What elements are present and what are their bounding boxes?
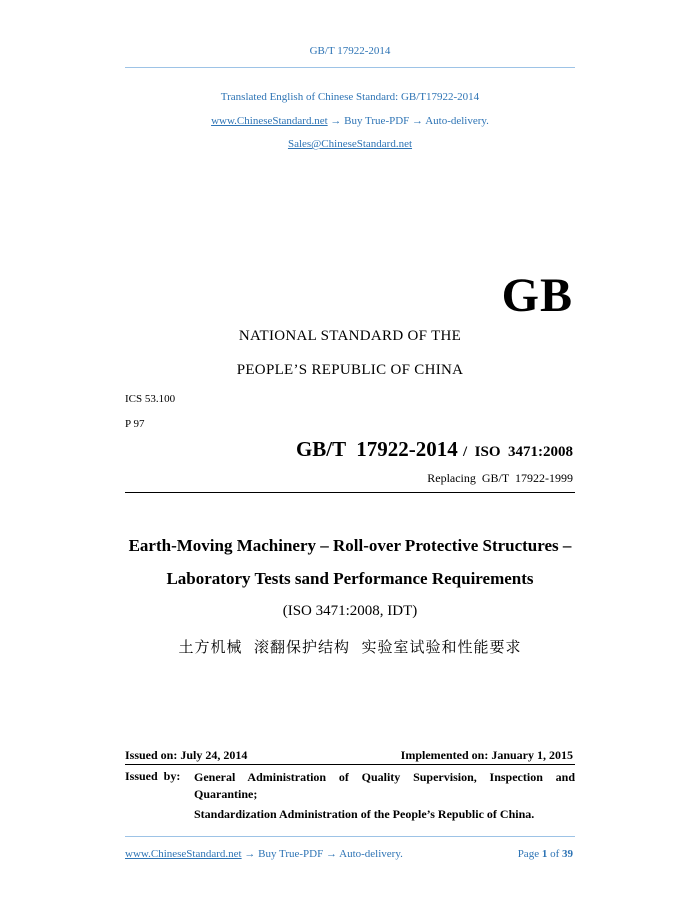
national-standard-line2: PEOPLE’S REPUBLIC OF CHINA	[236, 362, 464, 378]
ics-code: ICS 53.100	[125, 393, 176, 405]
buy-pdf-text: Buy True-PDF	[344, 115, 410, 127]
arrow-right-icon: →	[325, 848, 337, 860]
issued-by-label: Issued by:	[125, 769, 181, 783]
issuing-authority-1: General Administration of Quality Supervision, Inspection and Quarantine;	[194, 770, 575, 801]
standard-code	[296, 437, 573, 462]
page-of: of	[550, 848, 560, 860]
chinese-title: 土方机械 滚翻保护结构 实验室试验和性能要求	[178, 638, 522, 656]
iso-number: / ISO 3471:2008	[462, 444, 573, 460]
page-total: 39	[562, 848, 573, 860]
auto-delivery-text: Auto-delivery.	[425, 115, 489, 127]
footer-delivery-text: Auto-delivery.	[339, 848, 403, 860]
sales-email-link[interactable]: Sales@ChineseStandard.net	[287, 138, 413, 150]
arrow-right-icon: →	[412, 115, 424, 127]
arrow-right-icon: →	[330, 115, 342, 127]
page-indicator	[518, 848, 573, 860]
iso-equivalence: (ISO 3471:2008, IDT)	[282, 603, 418, 619]
footer-site-link[interactable]: www.ChineseStandard.net	[125, 848, 242, 860]
arrow-right-icon: →	[244, 848, 256, 860]
footer-buy-text: Buy True-PDF	[258, 848, 324, 860]
page-current: 1	[541, 848, 548, 860]
footer-purchase-line	[125, 848, 403, 860]
issued-date: Issued on: July 24, 2014	[125, 748, 248, 762]
title-rule	[125, 492, 575, 493]
purchase-line	[0, 115, 700, 127]
issuing-authority-2: Standardization Administration of the People’s Republic of China.	[194, 807, 535, 821]
implemented-date: Implemented on: January 1, 2015	[400, 748, 573, 762]
running-header: GB/T 17922-2014	[309, 45, 391, 57]
site-link[interactable]: www.ChineseStandard.net	[211, 115, 328, 127]
gb-logo: GB	[501, 269, 573, 322]
document-title-line1: Earth-Moving Machinery – Roll-over Protective Structures –	[128, 536, 572, 555]
p-code: P 97	[125, 418, 145, 430]
national-standard-line1: NATIONAL STANDARD OF THE	[238, 328, 462, 344]
footer-rule	[125, 836, 575, 837]
replacing-note: Replacing GB/T 17922-1999	[427, 471, 573, 485]
header-rule	[125, 67, 575, 68]
email-line	[0, 138, 700, 150]
document-title-line2: Laboratory Tests sand Performance Requirements	[166, 569, 534, 588]
translation-notice: Translated English of Chinese Standard: GB/T17922-2014	[220, 91, 480, 103]
gbt-number: GB/T 17922-2014	[295, 437, 458, 461]
dates-rule	[125, 764, 575, 765]
page-word: Page	[517, 848, 540, 860]
